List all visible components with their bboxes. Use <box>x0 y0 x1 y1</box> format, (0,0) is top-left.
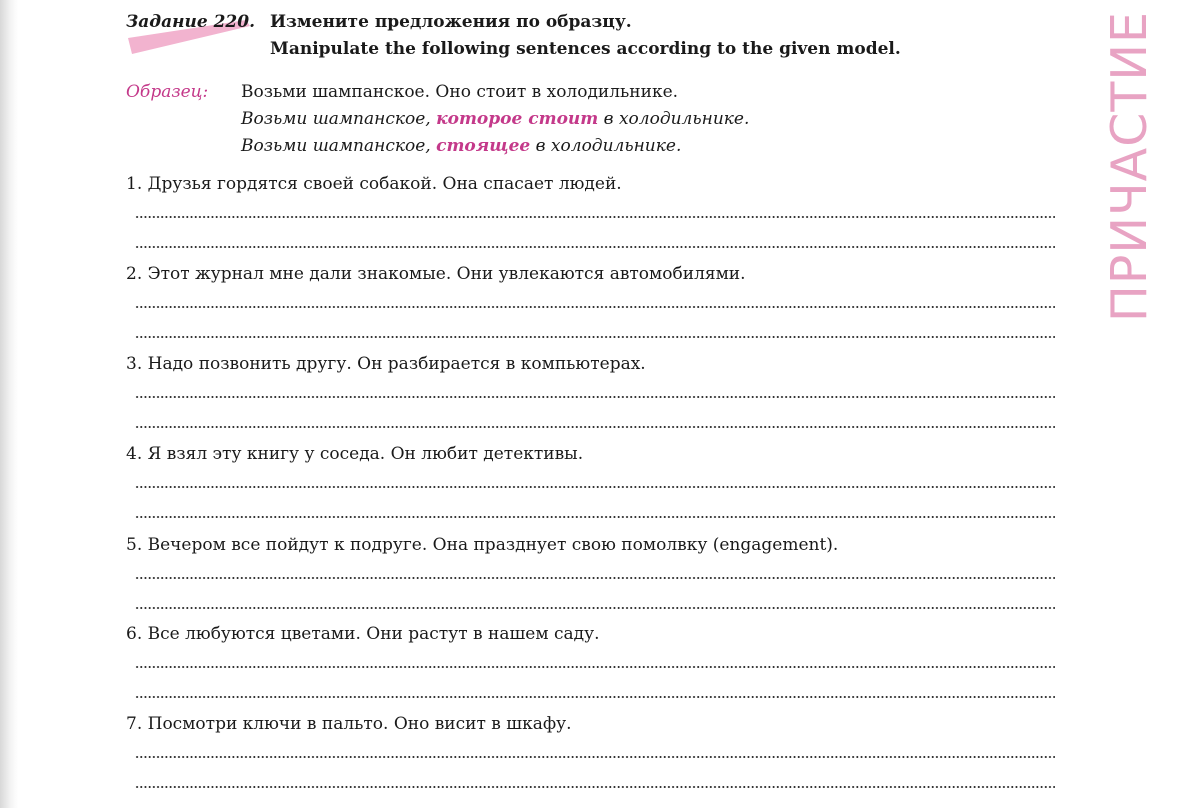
model-line-2: Возьми шампанское, которое стоит в холодильнике. <box>241 109 750 129</box>
answer-line[interactable] <box>135 426 1055 428</box>
model-highlight-participle: стоящее <box>436 136 531 156</box>
exercise-sentence: 3. Надо позвонить другу. Он разбирается в компьютерах. <box>126 354 646 374</box>
answer-line[interactable] <box>135 696 1055 698</box>
model-line-1: Возьми шампанское. Оно стоит в холодильнике. <box>241 82 679 102</box>
answer-line[interactable] <box>135 786 1055 788</box>
exercise-sentence: 4. Я взял эту книгу у соседа. Он любит детективы. <box>126 444 584 464</box>
task-instruction-en: Manipulate the following sentences according to the given model. <box>270 39 901 59</box>
exercise-sentence: 2. Этот журнал мне дали знакомые. Они увлекаются автомобилями. <box>126 264 746 284</box>
task-number: Задание 220 <box>126 12 250 32</box>
task-instruction-ru: Измените предложения по образцу. <box>270 12 632 32</box>
answer-line[interactable] <box>135 756 1055 758</box>
answer-line[interactable] <box>135 306 1055 308</box>
exercise-sentence: 5. Вечером все пойдут к подруге. Она празднует свою помолвку (engagement). <box>126 535 839 555</box>
answer-line[interactable] <box>135 577 1055 579</box>
answer-line[interactable] <box>135 516 1055 518</box>
chapter-side-tab <box>1098 10 1160 322</box>
answer-line[interactable] <box>135 396 1055 398</box>
answer-line[interactable] <box>135 246 1055 248</box>
exercise-sentence: 6. Все любуются цветами. Они растут в нашем саду. <box>126 624 600 644</box>
answer-line[interactable] <box>135 486 1055 488</box>
task-header: Задание 220. Измените предложения по образцу. Manipulate the following sentences according to the given model. <box>126 9 255 36</box>
chapter-title: ПРИЧАСТИЕ <box>1100 10 1158 322</box>
answer-line[interactable] <box>135 607 1055 609</box>
exercise-sentence: 7. Посмотри ключи в пальто. Оно висит в шкафу. <box>126 714 572 734</box>
answer-line[interactable] <box>135 336 1055 338</box>
model-highlight-clause: которое стоит <box>436 109 599 129</box>
model-line-3: Возьми шампанское, стоящее в холодильнике. <box>241 136 682 156</box>
answer-line[interactable] <box>135 216 1055 218</box>
model-label: Образец: <box>126 82 209 102</box>
page-binding-edge <box>0 0 18 808</box>
answer-line[interactable] <box>135 666 1055 668</box>
exercise-sentence: 1. Друзья гордятся своей собакой. Она спасает людей. <box>126 174 622 194</box>
